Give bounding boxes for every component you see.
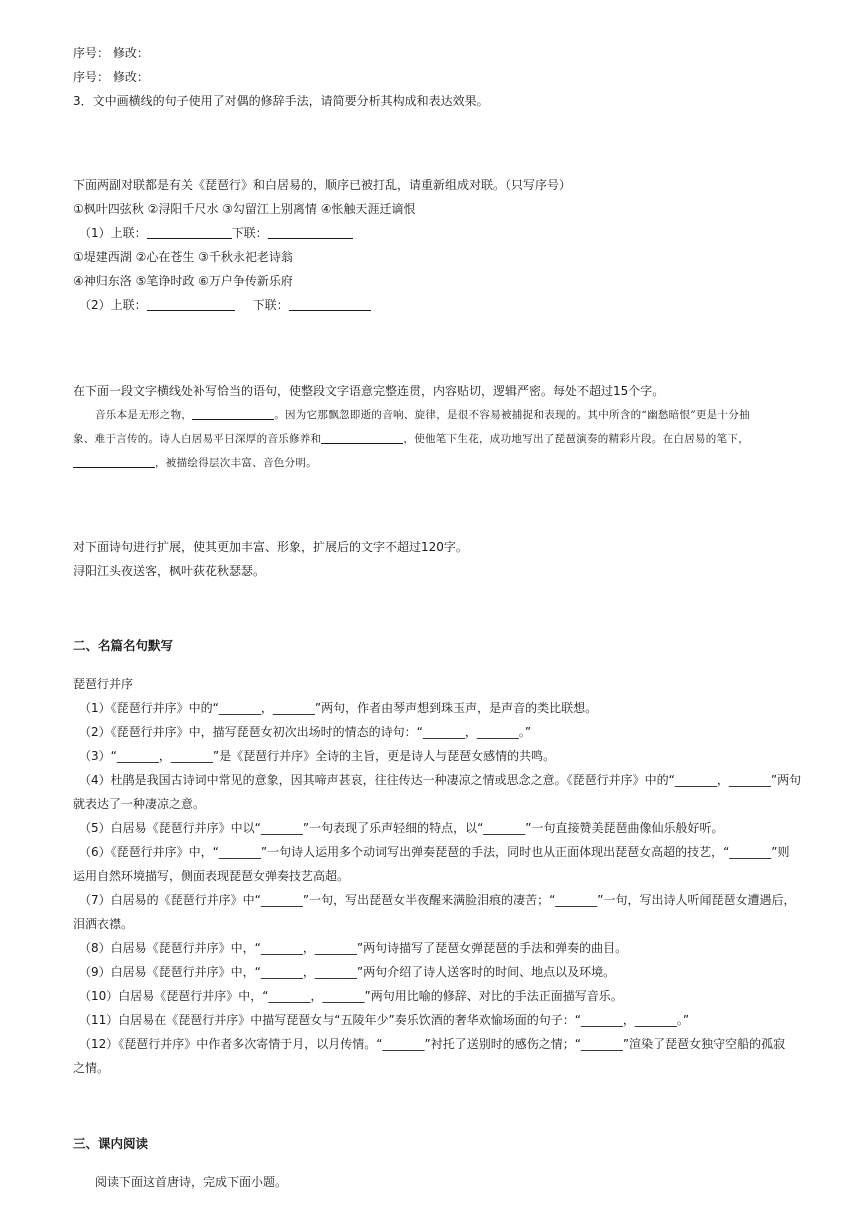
couplet-options-2b: ④神归东洛 ⑤笔诤时政 ⑥万户争传新乐府 [73, 274, 293, 288]
upper-label-1: （1）上联： [79, 226, 147, 240]
couplet-answer-1 [79, 225, 353, 241]
fill-text-3: ，被描绘得层次丰富、音色分明。 [155, 457, 317, 469]
revision-line-2: 序号： 修改： [73, 70, 149, 84]
recite-item-7: （7）白居易的《琵琶行并序》中“_______”一句，写出琵琶女半夜醒来满脸泪痕的凄苦；“_______”一句，写出诗人听闻琵琶女遭遇后， [79, 893, 796, 907]
upper-blank-1[interactable] [147, 226, 232, 239]
lower-blank-1[interactable] [268, 226, 353, 239]
recite-item-10: （10）白居易《琵琶行并序》中，“_______，_______”两句用比喻的修辞、对比的手法正面描写音乐。 [79, 989, 623, 1003]
upper-label-2: （2）上联： [79, 298, 147, 312]
recite-item-8: （8）白居易《琵琶行并序》中，“_______，_______”两句诗描写了琵琶女弹琵琶的手法和弹奏的曲目。 [79, 941, 628, 955]
recite-item-12: （12）《琵琶行并序》中作者多次寄情于月，以月传情。“_______”衬托了送别时的感伤之情；“_______”渲染了琵琶女独守空船的孤寂 [79, 1037, 786, 1051]
lower-label-1: 下联： [231, 226, 268, 240]
fill-blank-2[interactable] [321, 431, 403, 444]
recite-item-3: （3）“_______，_______”是《琵琶行并序》全诗的主旨，更是诗人与琵琶女感情的共鸣。 [79, 749, 556, 763]
expand-poem: 浔阳江头夜送客，枫叶荻花秋瑟瑟。 [73, 564, 266, 578]
section-2-heading: 二、名篇名句默写 [73, 638, 174, 653]
recite-item-6-cont: 运用自然环境描写，侧面表现琵琶女弹奏技艺高超。 [73, 869, 350, 883]
recite-item-4-cont: 就表达了一种凄凉之意。 [73, 797, 206, 811]
lower-label-2: 下联： [252, 298, 289, 312]
recite-item-5: （5）白居易《琵琶行并序》中以“_______”一句表现了乐声轻细的特点，以“_______”一句直接赞美琵琶曲像仙乐般好听。 [79, 821, 724, 835]
fill-blank-3[interactable] [73, 455, 155, 468]
expand-intro: 对下面诗句进行扩展，使其更加丰富、形象，扩展后的文字不超过120字。 [73, 540, 468, 554]
recite-item-9: （9）白居易《琵琶行并序》中，“_______，_______”两句介绍了诗人送客时的时间、地点以及环境。 [79, 965, 616, 979]
fill-blank-1[interactable] [192, 407, 274, 420]
fill-para-line-3 [73, 455, 317, 471]
question-3: 3．文中画横线的句子使用了对偶的修辞手法，请简要分析其构成和表达效果。 [73, 94, 489, 108]
lower-blank-2[interactable] [289, 298, 371, 311]
recite-item-2: （2）《琵琶行并序》中，描写琵琶女初次出场时的情态的诗句：“_______，_______。” [79, 725, 532, 739]
upper-blank-2[interactable] [147, 298, 235, 311]
section-3-intro: 阅读下面这首唐诗，完成下面小题。 [95, 1175, 288, 1189]
recite-item-6: （6）《琵琶行并序》中，“_______”一句诗人运用多个动词写出弹奏琵琶的手法，同时也从正面体现出琵琶女高超的技艺，“_______”则 [79, 845, 790, 859]
recite-item-1: （1）《琵琶行并序》中的“_______，_______”两句，作者由琴声想到珠玉声，是声音的类比联想。 [79, 701, 598, 715]
revision-line-1: 序号： 修改： [73, 46, 149, 60]
fill-text-1b: 。因为它那飘忽即逝的音响、旋律，是很不容易被捕捉和表现的。其中所含的“幽愁暗恨”更是十分抽 [274, 409, 750, 421]
recite-item-12-cont: 之情。 [73, 1061, 110, 1075]
section-3-heading: 三、课内阅读 [73, 1136, 149, 1151]
fill-para-line-1 [95, 407, 750, 423]
recite-item-7-cont: 泪洒衣襟。 [73, 917, 134, 931]
section-2-subtitle: 琵琶行并序 [73, 677, 134, 691]
fill-intro: 在下面一段文字横线处补写恰当的语句，使整段文字语意完整连贯，内容贴切，逻辑严密。每处不超过15个字。 [73, 384, 665, 398]
fill-text-2a: 象、难于言传的。诗人白居易平日深厚的音乐修养和 [73, 433, 322, 445]
fill-para-line-2 [73, 431, 749, 447]
recite-item-4: （4）杜鹃是我国古诗词中常见的意象，因其啼声甚哀，往往传达一种凄凉之情或思念之意。《琵琶行并序》中的“_______，_______”两句 [79, 773, 802, 787]
fill-text-1a: 音乐本是无形之物， [95, 409, 193, 421]
couplet-options-1: ①枫叶四弦秋 ②浔阳千尺水 ③勾留江上别离情 ④怅触天涯迁谪恨 [73, 202, 416, 216]
couplet-options-2a: ①堤建西湖 ②心在苍生 ③千秋永祀老诗翁 [73, 250, 293, 264]
recite-item-11: （11）白居易在《琵琶行并序》中描写琵琶女与“五陵年少”奏乐饮酒的奢华欢愉场面的句子：“_______，_______。” [79, 1013, 690, 1027]
couplet-answer-2 [79, 297, 371, 313]
fill-text-2b: ，使他笔下生花，成功地写出了琵琶演奏的精彩片段。在白居易的笔下， [403, 433, 750, 445]
couplet-intro: 下面两副对联都是有关《琵琶行》和白居易的，顺序已被打乱，请重新组成对联。（只写序号） [73, 178, 572, 192]
